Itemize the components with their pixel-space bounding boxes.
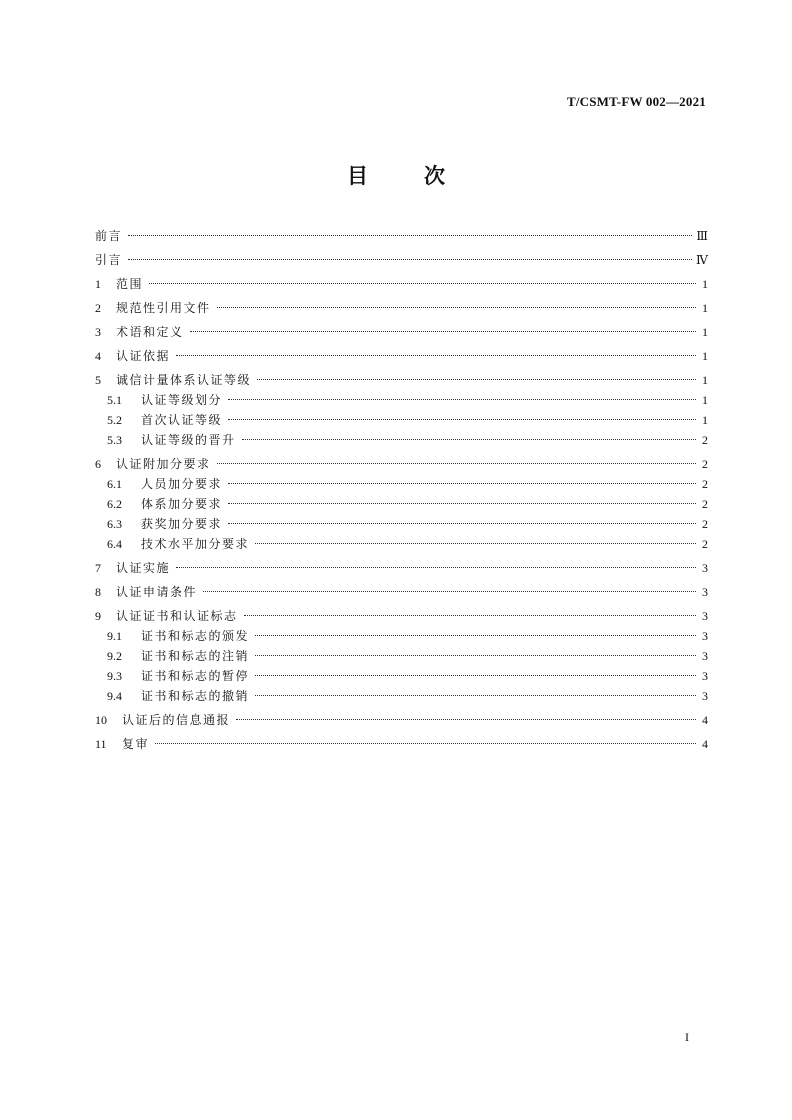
toc-dot-leader [255, 635, 696, 636]
toc-entry-title: 认证证书和认证标志 [116, 609, 238, 623]
toc-dot-leader [228, 503, 696, 504]
toc-dot-leader [217, 307, 696, 308]
toc-entry-number: 5.1 [107, 393, 122, 407]
toc-entry-number: 6.3 [107, 517, 122, 531]
toc-entry-page: 3 [702, 649, 708, 663]
toc-entry[interactable] [95, 494, 708, 514]
toc-entry-number: 7 [95, 561, 101, 575]
toc-entry-title: 前言 [95, 229, 123, 243]
toc-dot-leader [190, 331, 696, 332]
toc-dot-leader [228, 419, 696, 420]
toc-entry-page: 3 [702, 561, 708, 575]
toc-entry-title: 人员加分要求 [141, 477, 223, 491]
toc-entry-number: 9.4 [107, 689, 122, 703]
toc-entry-title: 诚信计量体系认证等级 [116, 373, 252, 387]
toc-entry-title: 认证实施 [116, 561, 171, 575]
toc-entry-number: 1 [95, 277, 101, 291]
page-number: I [685, 1030, 689, 1044]
table-of-contents [95, 226, 708, 754]
toc-entry-title: 体系加分要求 [141, 497, 223, 511]
toc-entry-title: 认证附加分要求 [116, 457, 211, 471]
toc-entry-page: 1 [702, 349, 708, 363]
toc-entry-page: 1 [702, 393, 708, 407]
toc-entry-number: 5.2 [107, 413, 122, 427]
toc-entry-page: 3 [702, 689, 708, 703]
toc-entry[interactable] [95, 646, 708, 666]
toc-entry-page: 3 [702, 629, 708, 643]
toc-dot-leader [128, 235, 692, 236]
toc-entry-title: 术语和定义 [116, 325, 184, 339]
toc-entry-title: 认证等级的晋升 [141, 433, 236, 447]
toc-dot-leader [203, 591, 696, 592]
toc-entry[interactable] [95, 582, 708, 602]
toc-entry-page: 3 [702, 609, 708, 623]
toc-entry-page: 2 [702, 477, 708, 491]
toc-dot-leader [236, 719, 696, 720]
toc-entry[interactable] [95, 410, 708, 430]
toc-dot-leader [228, 483, 696, 484]
toc-entry-title: 证书和标志的颁发 [141, 629, 250, 643]
toc-entry-page: 1 [702, 413, 708, 427]
toc-entry-page: Ⅲ [696, 229, 708, 243]
toc-entry-page: 1 [702, 373, 708, 387]
toc-entry-number: 6.2 [107, 497, 122, 511]
toc-entry-number: 2 [95, 301, 101, 315]
toc-entry-title: 范围 [116, 277, 144, 291]
toc-entry-title: 证书和标志的暂停 [141, 669, 250, 683]
toc-dot-leader [128, 259, 692, 260]
toc-entry-number: 8 [95, 585, 101, 599]
toc-entry[interactable] [95, 558, 708, 578]
toc-dot-leader [228, 399, 696, 400]
toc-entry-title: 认证依据 [116, 349, 171, 363]
toc-entry-title: 认证后的信息通报 [122, 713, 231, 727]
toc-entry-page: 4 [702, 737, 708, 751]
toc-dot-leader [217, 463, 696, 464]
toc-entry-title: 引言 [95, 253, 123, 267]
toc-entry-title: 获奖加分要求 [141, 517, 223, 531]
document-code: T/CSMT-FW 002—2021 [566, 94, 706, 109]
toc-entry-page: Ⅳ [696, 253, 708, 267]
toc-dot-leader [257, 379, 696, 380]
toc-entry[interactable] [95, 454, 708, 474]
toc-entry-page: 1 [702, 301, 708, 315]
toc-entry-number: 9 [95, 609, 101, 623]
toc-entry[interactable] [95, 298, 708, 318]
toc-entry[interactable] [95, 686, 708, 706]
toc-entry-number: 9.3 [107, 669, 122, 683]
toc-entry-title: 证书和标志的注销 [141, 649, 250, 663]
toc-entry-page: 2 [702, 457, 708, 471]
toc-entry[interactable] [95, 274, 708, 294]
toc-entry[interactable] [95, 346, 708, 366]
toc-entry-number: 3 [95, 325, 101, 339]
toc-entry-page: 1 [702, 277, 708, 291]
toc-entry[interactable] [95, 606, 708, 626]
toc-entry[interactable] [95, 666, 708, 686]
toc-entry[interactable] [95, 226, 708, 246]
toc-entry-number: 9.1 [107, 629, 122, 643]
toc-entry-page: 4 [702, 713, 708, 727]
toc-entry-number: 6.1 [107, 477, 122, 491]
toc-entry-number: 6 [95, 457, 101, 471]
toc-entry-page: 2 [702, 517, 708, 531]
toc-dot-leader [255, 655, 696, 656]
toc-entry[interactable] [95, 322, 708, 342]
toc-entry-page: 2 [702, 537, 708, 551]
toc-dot-leader [176, 355, 696, 356]
toc-dot-leader [242, 439, 696, 440]
toc-entry-title: 证书和标志的撤销 [141, 689, 250, 703]
toc-entry[interactable] [95, 390, 708, 410]
toc-entry-title: 规范性引用文件 [116, 301, 211, 315]
toc-entry[interactable] [95, 710, 708, 730]
toc-entry-title: 技术水平加分要求 [141, 537, 250, 551]
toc-entry[interactable] [95, 734, 708, 754]
toc-entry-number: 11 [95, 737, 107, 751]
toc-entry[interactable] [95, 514, 708, 534]
toc-entry-number: 5.3 [107, 433, 122, 447]
toc-entry[interactable] [95, 430, 708, 450]
toc-entry-page: 1 [702, 325, 708, 339]
toc-entry-number: 9.2 [107, 649, 122, 663]
toc-dot-leader [155, 743, 696, 744]
toc-entry[interactable] [95, 370, 708, 390]
toc-entry-page: 2 [702, 497, 708, 511]
toc-entry[interactable] [95, 250, 708, 270]
toc-dot-leader [255, 695, 696, 696]
toc-entry-title: 认证申请条件 [116, 585, 198, 599]
toc-entry-number: 5 [95, 373, 101, 387]
toc-dot-leader [255, 675, 696, 676]
page-title: 目次 [347, 164, 501, 188]
toc-entry-title: 复审 [122, 737, 150, 751]
toc-entry-page: 3 [702, 669, 708, 683]
toc-entry-title: 首次认证等级 [141, 413, 223, 427]
toc-entry[interactable] [95, 474, 708, 494]
toc-entry-page: 3 [702, 585, 708, 599]
toc-dot-leader [149, 283, 696, 284]
toc-dot-leader [255, 543, 696, 544]
toc-entry-number: 6.4 [107, 537, 122, 551]
toc-entry-page: 2 [702, 433, 708, 447]
toc-dot-leader [176, 567, 696, 568]
toc-entry-number: 4 [95, 349, 101, 363]
toc-dot-leader [228, 523, 696, 524]
toc-entry-number: 10 [95, 713, 107, 727]
toc-dot-leader [244, 615, 696, 616]
toc-entry[interactable] [95, 534, 708, 554]
toc-entry-title: 认证等级划分 [141, 393, 223, 407]
toc-entry[interactable] [95, 626, 708, 646]
